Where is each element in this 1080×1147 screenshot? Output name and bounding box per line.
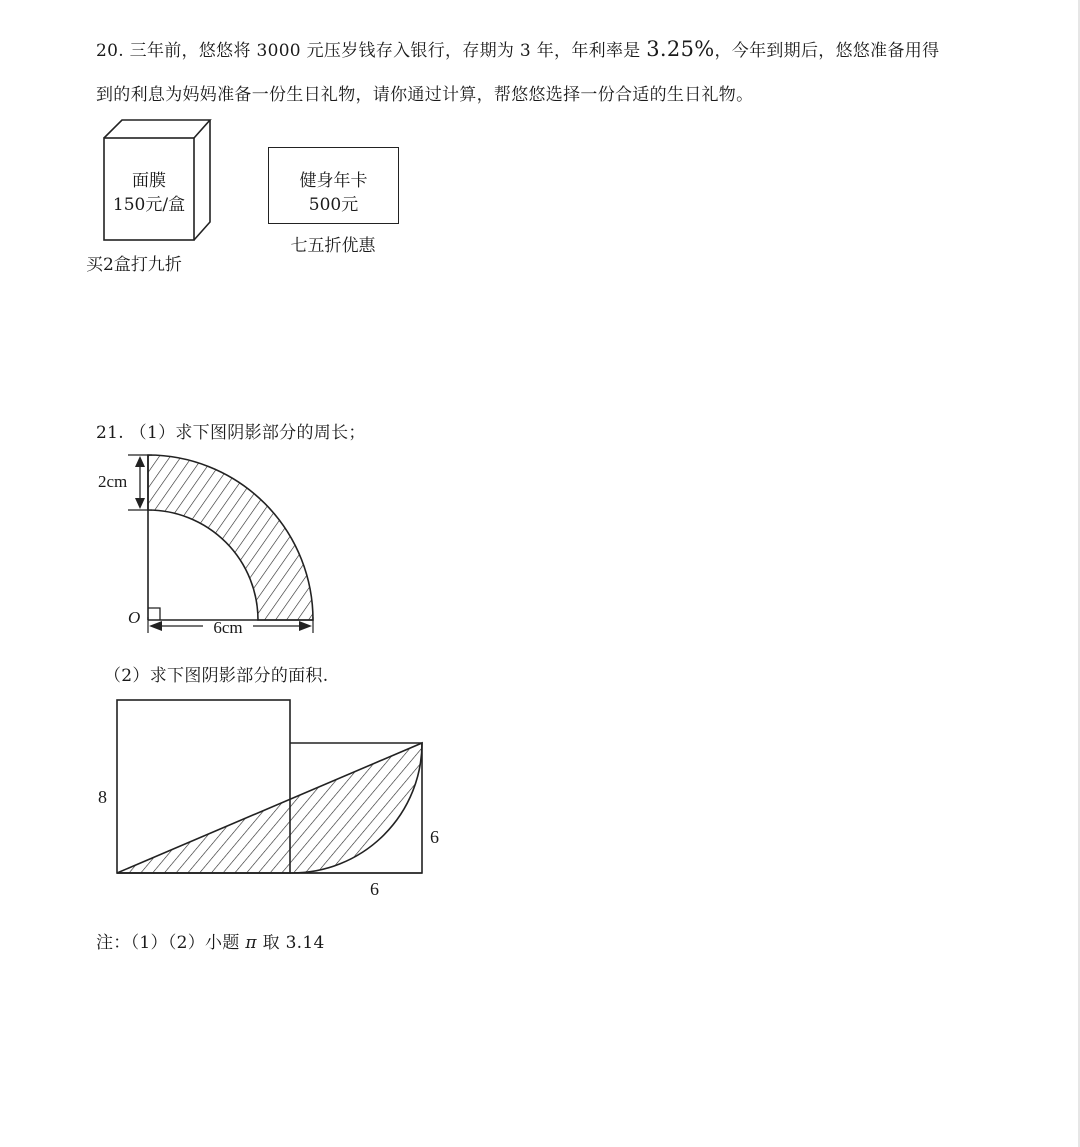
gift2-deal: 七五折优惠 [290,236,376,256]
q21-part2: （2）求下图阴影部分的面积. [104,666,329,686]
gift-box-side [194,120,210,240]
gift1-name: 面膜 [132,171,166,191]
squares-figure [90,695,450,900]
gift2-name: 健身年卡 [299,171,368,191]
q20-line-1 [96,36,939,61]
q20-line-2: 到的利息为妈妈准备一份生日礼物，请你通过计算，帮悠悠选择一份合适的生日礼物。 [96,85,754,105]
bottom-width-label: 6 [370,879,379,899]
gift2-price: 500元 [308,195,359,215]
shaded-ring [148,455,313,620]
note-line [96,928,325,953]
q21-part1: （1）求下图阴影部分的周长； [129,423,366,443]
radius-label: 6cm [213,618,243,637]
q20-text-b: ，今年到期后，悠悠准备用得 [714,41,940,61]
q20-number: 20. [96,41,124,61]
gift1-deal: 买2盒打九折 [86,255,182,275]
gift-box-top [104,120,210,138]
shaded-region [117,743,422,873]
q21-line-1 [96,418,366,443]
pi-symbol: π [245,933,257,953]
note-prefix: 注：（1）（2）小题 [96,933,240,953]
width-label: 2cm [98,472,128,491]
gift1-price: 150元/盒 [112,195,186,215]
q20-text-a: 三年前，悠悠将 3000 元压岁钱存入银行，存期为 3 年，年利率是 [129,41,647,61]
q20-rate: 3.25% [646,37,715,61]
right-height-label: 6 [430,827,439,847]
note-value: 取 3.14 [262,933,325,953]
origin-label: O [128,608,141,627]
q21-number: 21. [96,423,124,443]
left-height-label: 8 [98,787,107,807]
right-angle-mark [148,608,160,620]
annulus-figure [90,445,330,640]
